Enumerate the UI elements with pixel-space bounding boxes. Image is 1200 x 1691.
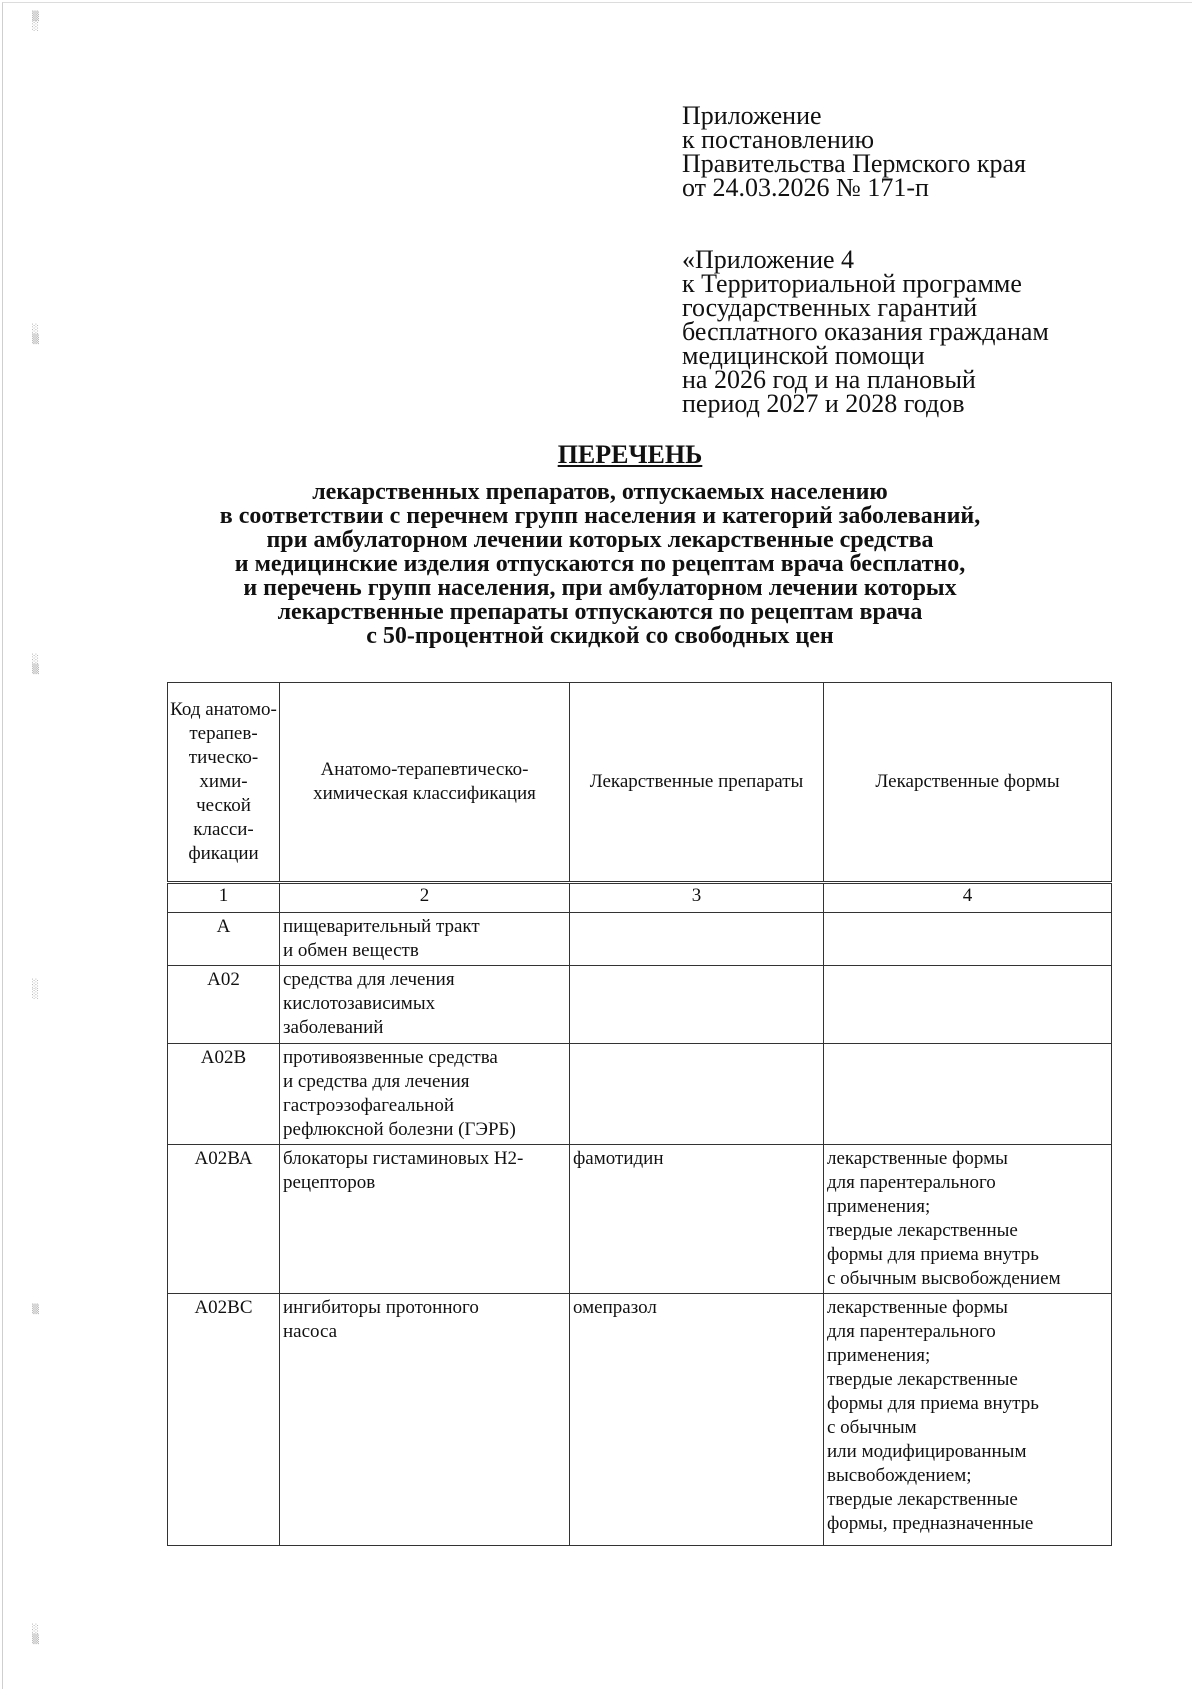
classification-line: гастроэзофагеальной (283, 1095, 455, 1116)
header-code-line: фикации (188, 843, 259, 864)
document-subtitle (0, 480, 1200, 648)
header-classification (280, 683, 570, 883)
scan-mark: ░ ░ (32, 980, 39, 1000)
appendix-line: медицинской помощи (682, 341, 925, 370)
classification-line: средства для лечения (283, 969, 455, 990)
header-drugs-line: Лекарственные (589, 771, 714, 792)
scan-mark: ▒ ░ (32, 12, 39, 32)
forms-cell (824, 1294, 1112, 1546)
drug-cell (570, 913, 824, 966)
forms-line: применения; (827, 1196, 931, 1217)
appendix-line: к Территориальной программе (682, 269, 1022, 298)
classification-line: кислотозависимых (283, 993, 436, 1014)
forms-cell (824, 1145, 1112, 1294)
classification-cell (280, 1044, 570, 1145)
atc-code-cell: А02ВА (168, 1145, 280, 1294)
forms-line: высвобождением; (827, 1465, 972, 1486)
forms-line: твердые лекарственные (827, 1369, 1018, 1390)
approval-block (682, 101, 1142, 418)
classification-line: ингибиторы протонного (283, 1297, 479, 1318)
forms-line: применения; (827, 1345, 931, 1366)
subtitle-line: и перечень групп населения, при амбулаторном лечении которых (243, 575, 957, 601)
document-heading (0, 440, 1200, 648)
forms-line: формы для приема внутрь (827, 1393, 1039, 1414)
atc-code-cell: А02ВС (168, 1294, 280, 1546)
drugs-table (167, 682, 1112, 1546)
column-number: 1 (168, 883, 280, 913)
approval-line: от 24.03.2026 № 171-п (682, 173, 929, 202)
appendix-line: на 2026 год и на плановый (682, 365, 976, 394)
atc-code-cell: А02 (168, 966, 280, 1044)
table-header-row (168, 683, 1112, 883)
scan-mark: ▒ (32, 1305, 39, 1315)
header-code-line: тическо- (188, 747, 259, 768)
column-number: 3 (570, 883, 824, 913)
approval-line: Приложение (682, 101, 822, 130)
appendix-line: «Приложение 4 (682, 245, 855, 274)
table-row (168, 966, 1112, 1044)
classification-line: противоязвенные средства (283, 1047, 498, 1068)
header-code-line: терапев- (189, 723, 258, 744)
approval-line: к постановлению (682, 125, 875, 154)
column-number: 4 (824, 883, 1112, 913)
classification-cell (280, 1145, 570, 1294)
header-code-line: анатомо- (205, 699, 277, 720)
column-number: 2 (280, 883, 570, 913)
subtitle-line: при амбулаторном лечении которых лекарственные средства (266, 527, 934, 553)
atc-code-cell: А (168, 913, 280, 966)
forms-line: лекарственные формы (827, 1297, 1008, 1318)
header-code-line: класси- (193, 819, 254, 840)
subtitle-line: лекарственные препараты отпускаются по рецептам врача (277, 599, 923, 625)
table-row (168, 1044, 1112, 1145)
subtitle-line: лекарственных препаратов, отпускаемых населению (312, 479, 888, 505)
header-code-line: хими- (199, 771, 248, 792)
header-classification-line: химическая классификация (313, 783, 536, 804)
approval-line: Правительства Пермского края (682, 149, 1026, 178)
forms-line: твердые лекарственные (827, 1220, 1018, 1241)
column-number-row (168, 883, 1112, 913)
classification-line: и обмен веществ (283, 940, 419, 961)
classification-line: пищеварительный тракт (283, 916, 480, 937)
subtitle-line: с 50-процентной скидкой со свободных цен (366, 623, 834, 649)
drug-cell (570, 966, 824, 1044)
scan-mark: ░ ▒ (32, 655, 39, 675)
classification-cell (280, 1294, 570, 1546)
classification-line: рецепторов (283, 1172, 376, 1193)
header-drugs-line: препараты (718, 771, 804, 792)
header-code-line: Код (170, 699, 201, 720)
document-title: ПЕРЕЧЕНЬ (557, 440, 703, 469)
table-row (168, 913, 1112, 966)
forms-line: формы для приема внутрь (827, 1244, 1039, 1265)
appendix-line: государственных гарантий (682, 293, 978, 322)
drug-cell: омепразол (570, 1294, 824, 1546)
classification-line: насоса (283, 1321, 338, 1342)
classification-line: рефлюксной болезни (ГЭРБ) (283, 1119, 516, 1140)
forms-line: для парентерального (827, 1321, 996, 1342)
drug-cell (570, 1044, 824, 1145)
forms-cell (824, 913, 1112, 966)
forms-line: лекарственные формы (827, 1148, 1008, 1169)
forms-line: для парентерального (827, 1172, 996, 1193)
atc-code-cell: А02В (168, 1044, 280, 1145)
classification-line: и средства для лечения (283, 1071, 470, 1092)
scan-mark: ░ ▒ (32, 325, 39, 345)
table-row (168, 1294, 1112, 1546)
forms-line: с обычным (827, 1417, 917, 1438)
forms-line: твердые лекарственные (827, 1489, 1018, 1510)
forms-cell (824, 966, 1112, 1044)
subtitle-line: и медицинские изделия отпускаются по рецептам врача бесплатно, (234, 551, 966, 577)
header-forms (824, 683, 1112, 883)
drug-cell: фамотидин (570, 1145, 824, 1294)
classification-cell (280, 966, 570, 1044)
forms-line: или модифицированным (827, 1441, 1027, 1462)
forms-cell (824, 1044, 1112, 1145)
scan-mark: ░ ▒ (32, 1625, 39, 1645)
header-drugs (570, 683, 824, 883)
classification-cell (280, 913, 570, 966)
header-forms-line: Лекарственные формы (875, 771, 1060, 792)
header-code-line: ческой (196, 795, 251, 816)
subtitle-line: в соответствии с перечнем групп населения и категорий заболеваний, (219, 503, 981, 529)
classification-line: заболеваний (283, 1017, 384, 1038)
classification-line: блокаторы гистаминовых Н2- (283, 1148, 524, 1169)
header-classification-line: Анатомо-терапевтическо- (320, 759, 529, 780)
appendix-line: бесплатного оказания гражданам (682, 317, 1049, 346)
table-row (168, 1145, 1112, 1294)
forms-line: с обычным высвобождением (827, 1268, 1061, 1289)
header-code (168, 683, 280, 883)
forms-line: формы, предназначенные (827, 1513, 1034, 1534)
appendix-line: период 2027 и 2028 годов (682, 389, 965, 418)
